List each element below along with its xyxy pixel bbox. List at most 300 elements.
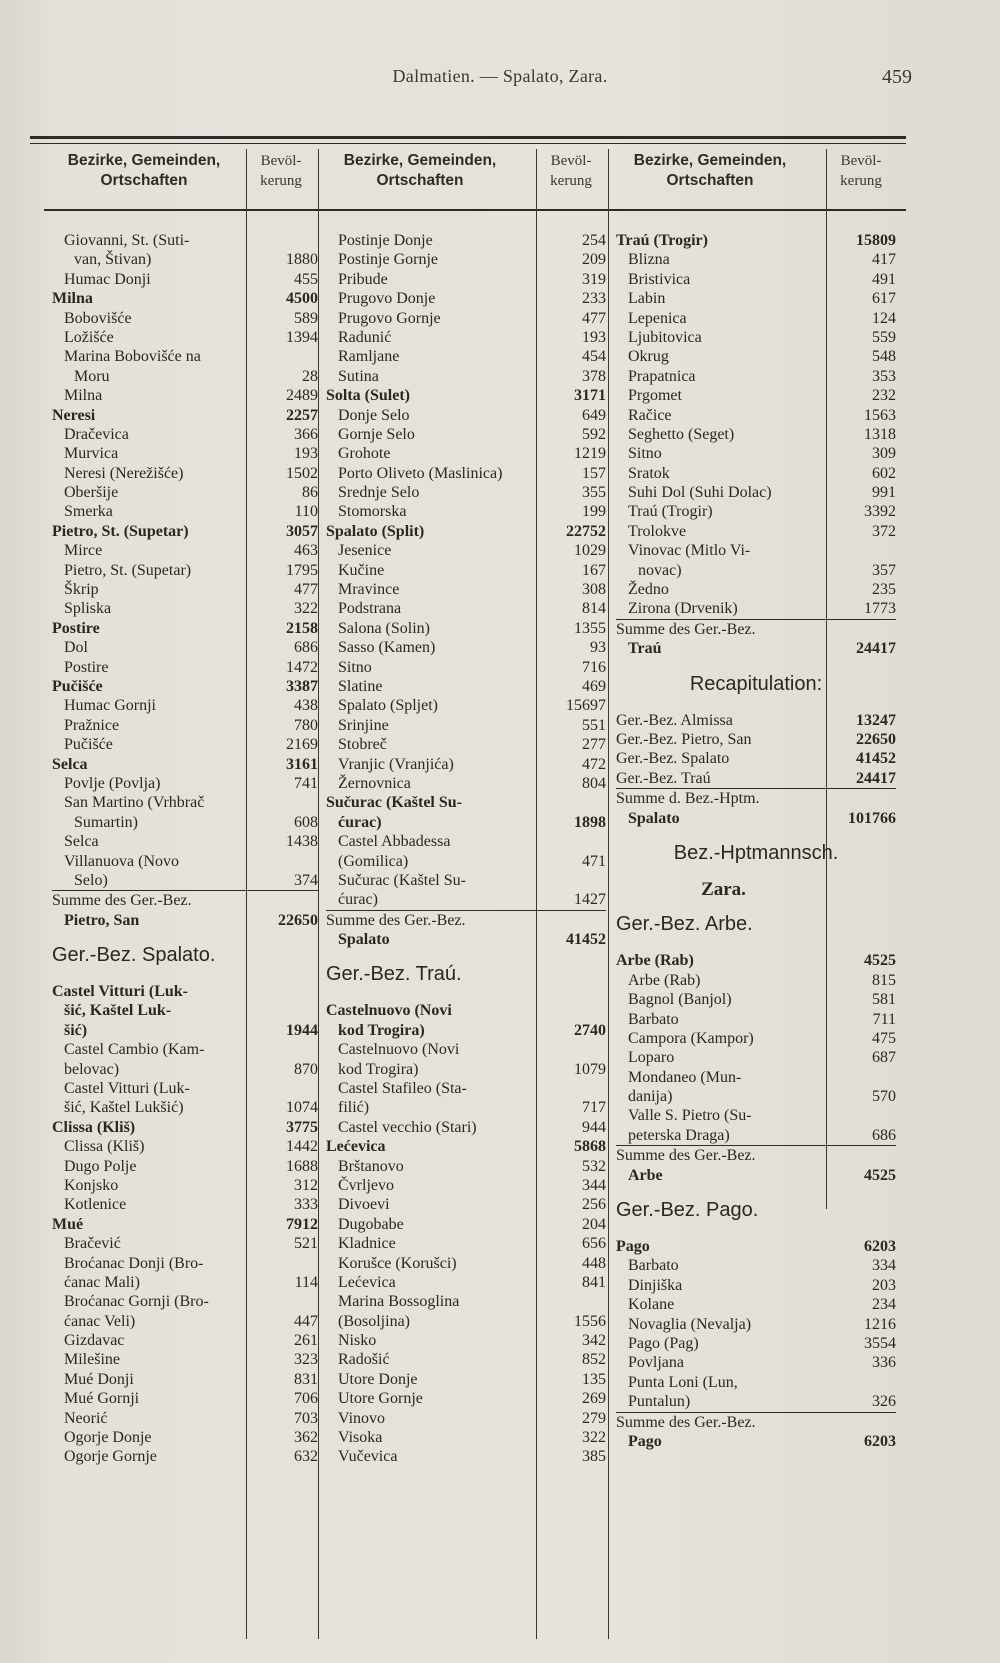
population-value: 355 — [582, 484, 606, 502]
place-name: Clissa (Kliš) — [52, 1118, 136, 1136]
population-value: 269 — [582, 1390, 606, 1408]
population-value: 2740 — [574, 1021, 606, 1039]
place-name: Spalato — [628, 809, 680, 827]
place-name: Stobreč — [338, 736, 387, 754]
place-name: Sitno — [628, 445, 662, 463]
population-value: 41452 — [566, 931, 606, 949]
table-row — [52, 1118, 318, 1137]
place-name: Ložišće — [64, 328, 114, 346]
table-row — [616, 250, 896, 269]
place-name: Radunić — [338, 328, 392, 346]
table-row — [326, 464, 606, 483]
table-row — [616, 309, 896, 328]
population-value: 93 — [590, 639, 606, 657]
table-row — [326, 1021, 606, 1040]
population-value: 1795 — [286, 561, 318, 579]
table-row — [616, 951, 896, 970]
place-name: Postire — [64, 658, 109, 676]
table-row — [52, 1060, 318, 1079]
place-name: Summe des Ger.-Bez. — [326, 911, 466, 929]
population-value: 114 — [294, 1273, 318, 1291]
population-value: 235 — [872, 581, 896, 599]
table-row — [616, 270, 896, 289]
table-row — [326, 658, 606, 677]
place-name: Mué Gornji — [64, 1390, 140, 1408]
place-name: Punta Loni (Lun, — [628, 1373, 738, 1391]
place-name: Vinovo — [338, 1409, 386, 1427]
population-value: 551 — [582, 716, 606, 734]
section-heading: Ger.-Bez. Pago. — [616, 1199, 759, 1222]
table-row — [52, 386, 318, 405]
table-row — [616, 971, 896, 990]
table-row — [326, 1292, 606, 1311]
section-heading: Recapitulation: — [689, 672, 823, 695]
place-name: Prugovo Donje — [338, 290, 436, 308]
population-value: 447 — [294, 1312, 318, 1330]
place-name: (Bosoljina) — [338, 1312, 410, 1330]
population-value: 870 — [294, 1060, 318, 1078]
place-name: Spalato (Split) — [326, 522, 425, 540]
place-name: Prgomet — [628, 387, 682, 405]
place-name: belovac) — [64, 1060, 120, 1078]
table-row — [326, 1350, 606, 1369]
population-value: 548 — [872, 348, 896, 366]
table-row — [52, 982, 318, 1001]
population-value: 204 — [582, 1215, 606, 1233]
table-row — [616, 1126, 896, 1145]
population-value: 3387 — [286, 677, 318, 695]
col3-pop-header-line1: Bevöl- — [840, 153, 882, 169]
place-name: Valle S. Pietro (Su- — [628, 1107, 752, 1125]
table-row — [52, 677, 318, 696]
table-row — [52, 1389, 318, 1408]
table-row — [52, 561, 318, 580]
table-row — [52, 1157, 318, 1176]
table-row — [326, 1001, 606, 1020]
table-row — [616, 1087, 896, 1106]
summary-row — [616, 1145, 896, 1165]
place-name: Povljana — [628, 1354, 684, 1372]
population-value: 3392 — [864, 503, 896, 521]
table-row — [326, 367, 606, 386]
population-value: 24417 — [856, 640, 896, 658]
col1-name-header-line1: Bezirke, Gemeinden, — [67, 152, 221, 169]
place-name: Broćanac Gornji (Bro- — [64, 1293, 209, 1311]
population-value: 322 — [582, 1429, 606, 1447]
population-value: 3775 — [286, 1118, 318, 1136]
column-1 — [52, 231, 318, 1467]
place-name: šić, Kaštel Lukšić) — [64, 1099, 184, 1117]
table-row — [326, 1176, 606, 1195]
table-row — [326, 444, 606, 463]
place-name: Murvica — [64, 445, 119, 463]
place-name: Račice — [628, 406, 672, 424]
table-row — [616, 1315, 896, 1334]
place-name: Sratok — [628, 464, 670, 482]
table-row — [52, 522, 318, 541]
table-row — [326, 1447, 606, 1466]
place-name: Marina Bobovišće na — [64, 348, 201, 366]
place-name: Lećevica — [326, 1138, 386, 1156]
place-name: Prapatnica — [628, 367, 696, 385]
population-value: 233 — [582, 290, 606, 308]
place-name: Sasso (Kamen) — [338, 639, 436, 657]
population-value: 455 — [294, 270, 318, 288]
place-name: Pietro, San — [64, 911, 140, 929]
population-value: 608 — [294, 813, 318, 831]
col2-pop-header-line1: Bevöl- — [550, 153, 592, 169]
table-row — [52, 231, 318, 250]
place-name: Slatine — [338, 677, 383, 695]
population-value: 6203 — [864, 1432, 896, 1450]
col2-name-header-line1: Bezirke, Gemeinden, — [343, 152, 497, 169]
table-row — [52, 347, 318, 366]
place-name: kod Trogira) — [338, 1021, 425, 1039]
population-value: 336 — [872, 1354, 896, 1372]
population-value: 475 — [872, 1029, 896, 1047]
column-3 — [616, 231, 896, 1451]
population-value: 716 — [582, 658, 606, 676]
place-name: ćurac) — [338, 891, 378, 909]
table-row — [326, 1118, 606, 1137]
population-value: 167 — [582, 561, 606, 579]
table-row — [616, 289, 896, 308]
population-value: 617 — [872, 290, 896, 308]
population-value: 3171 — [574, 387, 606, 405]
table-row — [616, 1106, 896, 1125]
place-name: Divoevi — [338, 1196, 390, 1214]
table-row — [326, 425, 606, 444]
table-row — [326, 1079, 606, 1098]
population-value: 15809 — [856, 232, 896, 249]
population-value: 717 — [582, 1099, 606, 1117]
place-name: Milešine — [64, 1351, 120, 1369]
place-name: Kotlenice — [64, 1196, 127, 1214]
place-name: Mirce — [64, 542, 103, 560]
place-name: Vučevica — [338, 1448, 398, 1466]
place-name: Castel Vitturi (Luk- — [52, 983, 188, 1001]
table-row — [616, 749, 896, 768]
table-row — [326, 1234, 606, 1253]
population-value: 1355 — [574, 619, 606, 637]
page-number: 459 — [882, 66, 912, 88]
place-name: (Gomilica) — [338, 852, 409, 870]
table-row — [326, 231, 606, 250]
place-name: ćanac Veli) — [64, 1312, 136, 1330]
table-row — [616, 1010, 896, 1029]
table-row — [52, 1370, 318, 1389]
table-row — [616, 1373, 896, 1392]
col2-pop-header — [538, 151, 604, 207]
population-value: 4525 — [864, 952, 896, 970]
place-name: Postinje Gornje — [338, 251, 438, 269]
population-value: 234 — [872, 1296, 896, 1314]
place-name: Gizdavac — [64, 1332, 125, 1350]
place-name: šić) — [64, 1021, 88, 1039]
table-row — [52, 289, 318, 308]
place-name: Castelnuovo (Novi — [338, 1041, 460, 1059]
col3-name-header-line2: Ortschaften — [666, 172, 754, 189]
table-row — [616, 464, 896, 483]
place-name: Ogorje Gornje — [64, 1448, 157, 1466]
table-row — [326, 871, 606, 890]
table-row — [52, 580, 318, 599]
population-value: 1219 — [574, 445, 606, 463]
population-value: 656 — [582, 1235, 606, 1253]
table-row — [616, 730, 896, 749]
place-name: Zirona (Drvenik) — [628, 600, 738, 618]
place-name: Neresi — [52, 406, 96, 424]
place-name: Broćanac Donji (Bro- — [64, 1254, 204, 1272]
place-name: Spliska — [64, 600, 112, 618]
place-name: Castel Abbadessa — [338, 833, 451, 851]
place-name: Gornje Selo — [338, 425, 415, 443]
table-row — [326, 483, 606, 502]
table-row — [616, 1353, 896, 1372]
population-value: 5868 — [574, 1138, 606, 1156]
table-row — [616, 386, 896, 405]
place-name: Barbato — [628, 1257, 679, 1275]
table-row — [52, 871, 318, 890]
place-name: Zara. — [701, 879, 746, 900]
place-name: Pietro, St. (Supetar) — [52, 522, 189, 540]
col3-pop-header — [828, 151, 894, 207]
table-row — [326, 522, 606, 541]
table-row — [326, 1389, 606, 1408]
population-value: 1556 — [574, 1312, 606, 1330]
table-row — [616, 367, 896, 386]
population-value: 344 — [582, 1176, 606, 1194]
table-row — [52, 1350, 318, 1369]
table-row — [326, 1312, 606, 1331]
table-row — [616, 880, 896, 899]
place-name: Dinjiška — [628, 1276, 683, 1294]
table-row — [616, 769, 896, 788]
table-row — [326, 1370, 606, 1389]
table-row — [616, 1432, 896, 1451]
population-value: 372 — [872, 522, 896, 540]
table-row — [616, 347, 896, 366]
table-row — [326, 1040, 606, 1059]
place-name: šić, Kaštel Luk- — [64, 1002, 172, 1020]
place-name: Spalato (Spljet) — [338, 697, 438, 715]
table-row — [326, 1137, 606, 1156]
population-value: 15697 — [566, 697, 606, 715]
population-value: 28 — [302, 367, 318, 385]
place-name: Selca — [52, 755, 88, 773]
population-value: 944 — [582, 1118, 606, 1136]
place-name: Dugo Polje — [64, 1157, 137, 1175]
table-row — [326, 716, 606, 735]
place-name: Prugovo Gornje — [338, 309, 441, 327]
place-name: Clissa (Kliš) — [64, 1138, 145, 1156]
population-value: 333 — [294, 1196, 318, 1214]
table-row — [52, 852, 318, 871]
population-value: 1944 — [286, 1021, 318, 1039]
population-value: 686 — [872, 1126, 896, 1144]
place-name: Selo) — [74, 871, 108, 889]
table-row — [326, 347, 606, 366]
place-name: Sutina — [338, 367, 379, 385]
place-name: Traú (Trogir) — [628, 503, 713, 521]
col2-pop-header-line2: kerung — [550, 173, 592, 189]
population-value: 1773 — [864, 600, 896, 618]
population-value: 1427 — [574, 891, 606, 909]
place-name: Sitno — [338, 658, 372, 676]
population-value: 589 — [294, 309, 318, 327]
table-row — [326, 541, 606, 560]
place-name: Campora (Kampor) — [628, 1029, 754, 1047]
table-row — [52, 1292, 318, 1311]
table-row — [326, 774, 606, 793]
population-value: 1079 — [574, 1060, 606, 1078]
table-row — [52, 444, 318, 463]
place-name: Bračević — [64, 1235, 121, 1253]
table-row — [616, 444, 896, 463]
section-heading: Ger.-Bez. Spalato. — [52, 944, 216, 967]
table-row — [52, 406, 318, 425]
place-name: Kolane — [628, 1296, 675, 1314]
summary-row — [52, 890, 318, 910]
place-name: ćanac Mali) — [64, 1273, 140, 1291]
population-value: 632 — [294, 1448, 318, 1466]
table-row — [616, 711, 896, 730]
table-row — [616, 1068, 896, 1087]
population-value: 312 — [294, 1176, 318, 1194]
population-value: 472 — [582, 755, 606, 773]
population-value: 366 — [294, 425, 318, 443]
place-name: Žernovnica — [338, 774, 411, 792]
table-row — [52, 716, 318, 735]
place-name: San Martino (Vrhbrač — [64, 794, 205, 812]
population-value: 256 — [582, 1196, 606, 1214]
population-value: 477 — [582, 309, 606, 327]
place-name: Mué Donji — [64, 1370, 134, 1388]
section-heading: Ger.-Bez. Traú. — [326, 963, 462, 986]
population-value: 780 — [294, 716, 318, 734]
place-name: Srinjine — [338, 716, 389, 734]
place-name: Pučišće — [52, 677, 103, 695]
table-row — [326, 1195, 606, 1214]
population-value: 454 — [582, 348, 606, 366]
table-row — [326, 619, 606, 638]
table-row — [52, 1001, 318, 1020]
population-value: 378 — [582, 367, 606, 385]
place-name: Moru — [74, 367, 110, 385]
place-name: Podstrana — [338, 600, 402, 618]
population-value: 135 — [582, 1370, 606, 1388]
place-name: Dol — [64, 639, 88, 657]
table-row — [52, 1137, 318, 1156]
population-value: 1472 — [286, 658, 318, 676]
place-name: Castelnuovo (Novi — [326, 1002, 452, 1020]
table-row — [52, 367, 318, 386]
table-row — [326, 1215, 606, 1234]
population-value: 2257 — [286, 406, 318, 424]
table-row — [52, 1021, 318, 1040]
table-row — [326, 502, 606, 521]
table-row — [52, 328, 318, 347]
col3-pop-header-line2: kerung — [840, 173, 882, 189]
place-name: Donje Selo — [338, 406, 410, 424]
place-name: Traú (Trogir) — [616, 232, 708, 249]
table-row — [326, 1157, 606, 1176]
table-row — [52, 1273, 318, 1292]
place-name: Selca — [64, 833, 99, 851]
place-name: Radošić — [338, 1351, 390, 1369]
table-row — [616, 231, 896, 250]
population-value: 1898 — [574, 813, 606, 831]
population-value: 86 — [302, 484, 318, 502]
place-name: Traú — [628, 640, 662, 658]
place-name: Oberšije — [64, 484, 119, 502]
place-name: Korušce (Korušci) — [338, 1254, 457, 1272]
place-name: Castel Vitturi (Luk- — [64, 1080, 190, 1098]
population-value: 463 — [294, 542, 318, 560]
table-row — [52, 1176, 318, 1195]
place-name: Kučine — [338, 561, 385, 579]
table-row — [52, 911, 318, 930]
population-value: 1029 — [574, 542, 606, 560]
place-name: Utore Donje — [338, 1370, 418, 1388]
population-value: 357 — [872, 561, 896, 579]
population-value: 1216 — [864, 1315, 896, 1333]
table-row — [52, 1234, 318, 1253]
place-name: van, Štivan) — [74, 251, 152, 269]
header-rule — [44, 209, 906, 211]
place-name: Summe des Ger.-Bez. — [52, 892, 192, 910]
place-name: Blizna — [628, 251, 670, 269]
table-row — [52, 1409, 318, 1428]
population-value: 581 — [872, 991, 896, 1009]
place-name: Ljubitovica — [628, 328, 702, 346]
population-value: 2158 — [286, 619, 318, 637]
place-name: Castel Cambio (Kam- — [64, 1041, 205, 1059]
table-row — [326, 386, 606, 405]
place-name: Ger.-Bez. Almissa — [616, 711, 733, 729]
table-row — [616, 990, 896, 1009]
table-row — [326, 270, 606, 289]
place-name: Pribude — [338, 270, 388, 288]
col1-name-header — [44, 151, 244, 207]
population-value: 711 — [872, 1010, 896, 1028]
table-row — [616, 1276, 896, 1295]
table-row — [616, 1029, 896, 1048]
place-name: Seghetto (Seget) — [628, 425, 735, 443]
population-value: 254 — [582, 232, 606, 249]
table-row — [52, 270, 318, 289]
population-value: 852 — [582, 1351, 606, 1369]
table-row — [52, 696, 318, 715]
place-name: Pago (Pag) — [628, 1334, 699, 1352]
place-name: Pietro, St. (Supetar) — [64, 561, 192, 579]
table-row — [52, 1040, 318, 1059]
place-name: Arbe (Rab) — [616, 952, 694, 970]
col2-name-header — [320, 151, 520, 207]
population-value: 491 — [872, 270, 896, 288]
table-row — [616, 1237, 896, 1256]
place-name: Mondaneo (Mun- — [628, 1068, 742, 1086]
place-name: Dugobabe — [338, 1215, 404, 1233]
table-row — [326, 1098, 606, 1117]
place-name: Kladnice — [338, 1235, 396, 1253]
population-value: 471 — [582, 852, 606, 870]
table-row — [52, 425, 318, 444]
population-value: 319 — [582, 270, 606, 288]
table-row — [616, 1048, 896, 1067]
population-value: 814 — [582, 600, 606, 618]
place-name: Trolokve — [628, 522, 687, 540]
